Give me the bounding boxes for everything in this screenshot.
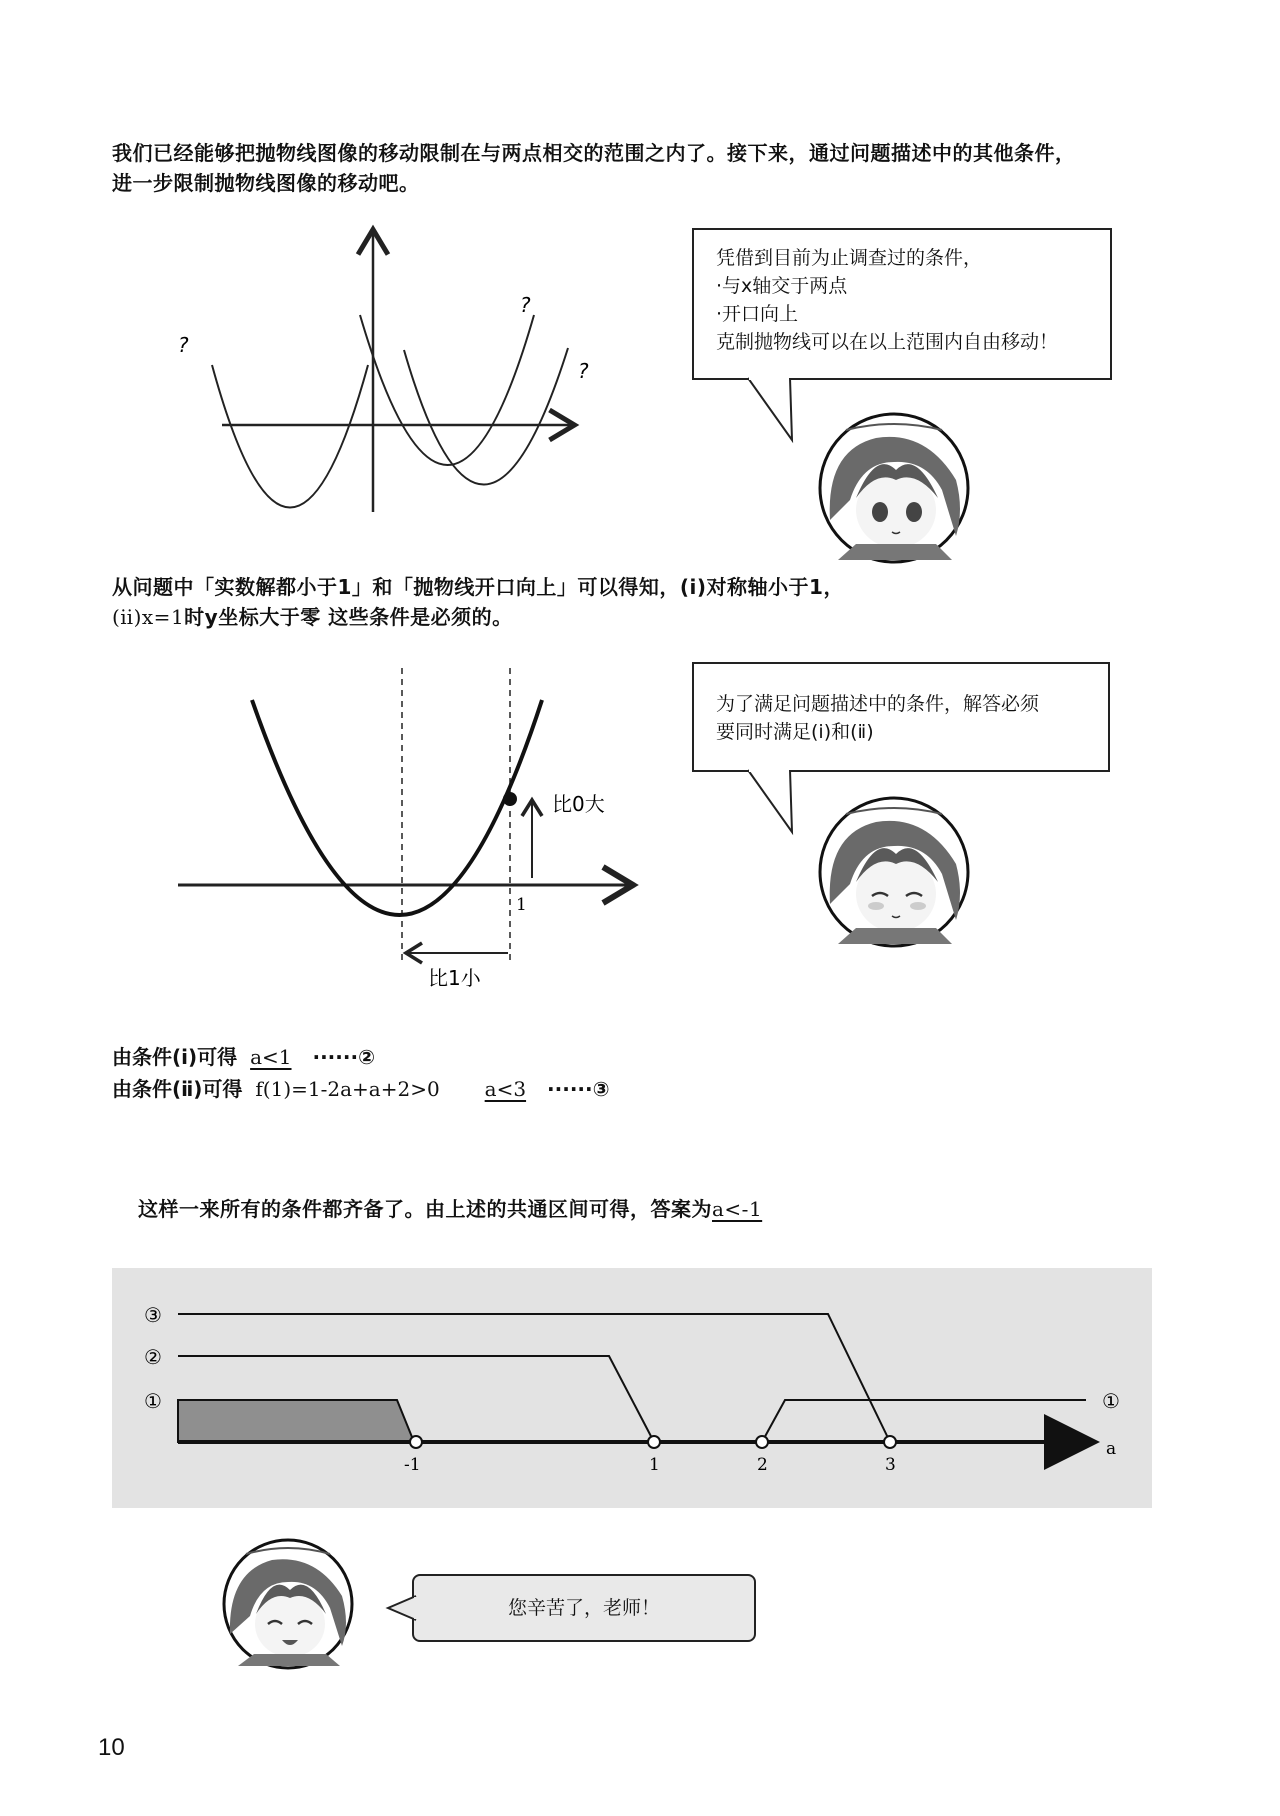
bubble2-tail [746, 768, 806, 838]
label-one: 1 [516, 895, 527, 915]
condition-1-right-line [762, 1400, 1086, 1442]
bubble1-line-4: 克制抛物线可以在以上范围内自由移动！ [716, 331, 1059, 353]
parabola-middle [360, 315, 534, 465]
parabola [252, 700, 542, 915]
conclusion-text: 这样一来所有的条件都齐备了。由上述的共通区间可得，答案为 [138, 1197, 712, 1221]
number-line-panel [112, 1268, 1152, 1508]
parabola-left [212, 365, 368, 508]
question-mark-2: ? [520, 293, 531, 317]
point-at-x-one [503, 792, 517, 806]
parabolas-diagram [160, 220, 600, 530]
point-one [648, 1436, 660, 1448]
axis-condition-diagram [160, 660, 640, 1000]
tick-three: 3 [885, 1455, 896, 1475]
bubble1-line-1: 凭借到目前为止调查过的条件， [716, 247, 983, 269]
row-label-1-right: ① [1102, 1389, 1120, 1413]
speech-bubble-2 [692, 662, 1110, 772]
parabola-right [404, 348, 568, 485]
conditions-paragraph [112, 572, 844, 632]
character-avatar-1 [816, 410, 972, 566]
speech-bubble-1 [692, 228, 1112, 380]
row-label-2: ② [144, 1345, 162, 1369]
condition-ii-marker: (ⅱ) [112, 605, 142, 629]
bubble3-text: 您辛苦了，老师！ [507, 1597, 660, 1619]
derivation-row-1 [112, 1042, 375, 1072]
bubble1-tail [746, 376, 806, 446]
bubble1-line-3: ·开口向上 [716, 303, 799, 325]
tick-minus-one: -1 [404, 1455, 421, 1475]
point-two [756, 1436, 768, 1448]
condition-ii-text: 时y坐标大于零 这些条件是必须的。 [184, 605, 513, 629]
bubble2-line-1: 为了满足问题描述中的条件，解答必须 [716, 693, 1040, 715]
point-minus-one [410, 1436, 422, 1448]
derivation-row2-expression: f(1)=1-2a+a+2>0 [255, 1077, 440, 1101]
intro-paragraph [112, 138, 1076, 198]
bubble2-line-2: 要同时满足(ⅰ)和(ⅱ) [716, 721, 874, 743]
derivation-row2-result: a<3 [484, 1077, 527, 1101]
number-line-diagram [112, 1268, 1152, 1508]
derivation-row1-ref: ······② [312, 1045, 376, 1069]
label-less-than-one: 比1小 [428, 966, 481, 990]
conclusion-line [138, 1194, 762, 1224]
derivation-row1-label: 由条件(ⅰ)可得 [112, 1045, 238, 1069]
conditions-line-2 [112, 602, 844, 632]
derivation-row2-ref: ······③ [547, 1077, 610, 1101]
question-mark-1: ? [178, 333, 189, 357]
condition-ii-expression: x=1 [141, 605, 185, 629]
intro-line-2: 进一步限制抛物线图像的移动吧。 [112, 171, 420, 195]
character-avatar-3 [220, 1536, 356, 1672]
derivation-row1-expression: a<1 [250, 1045, 292, 1069]
derivation-row2-label: 由条件(ⅱ)可得 [112, 1077, 243, 1101]
speech-bubble-3 [412, 1574, 756, 1642]
bubble3-tail [384, 1592, 418, 1626]
label-positive: 比0大 [552, 792, 605, 816]
tick-one: 1 [649, 1455, 660, 1475]
page-number: 10 [98, 1734, 125, 1761]
bubble1-line-2: ·与x轴交于两点 [716, 275, 848, 297]
axis-label-a: a [1106, 1439, 1117, 1459]
character-avatar-2 [816, 794, 972, 950]
conclusion-answer: a<-1 [712, 1197, 763, 1221]
derivation-row-2 [112, 1074, 610, 1104]
point-three [884, 1436, 896, 1448]
answer-shaded-region [178, 1400, 414, 1442]
conditions-line-1: 从问题中「实数解都小于1」和「抛物线开口向上」可以得知，(ⅰ)对称轴小于1， [112, 575, 844, 599]
tick-two: 2 [757, 1455, 768, 1475]
row-label-1: ① [144, 1389, 162, 1413]
intro-line-1: 我们已经能够把抛物线图像的移动限制在与两点相交的范围之内了。接下来，通过问题描述中的其他条件， [112, 141, 1076, 165]
question-mark-3: ? [578, 359, 589, 383]
row-label-3: ③ [144, 1303, 162, 1327]
